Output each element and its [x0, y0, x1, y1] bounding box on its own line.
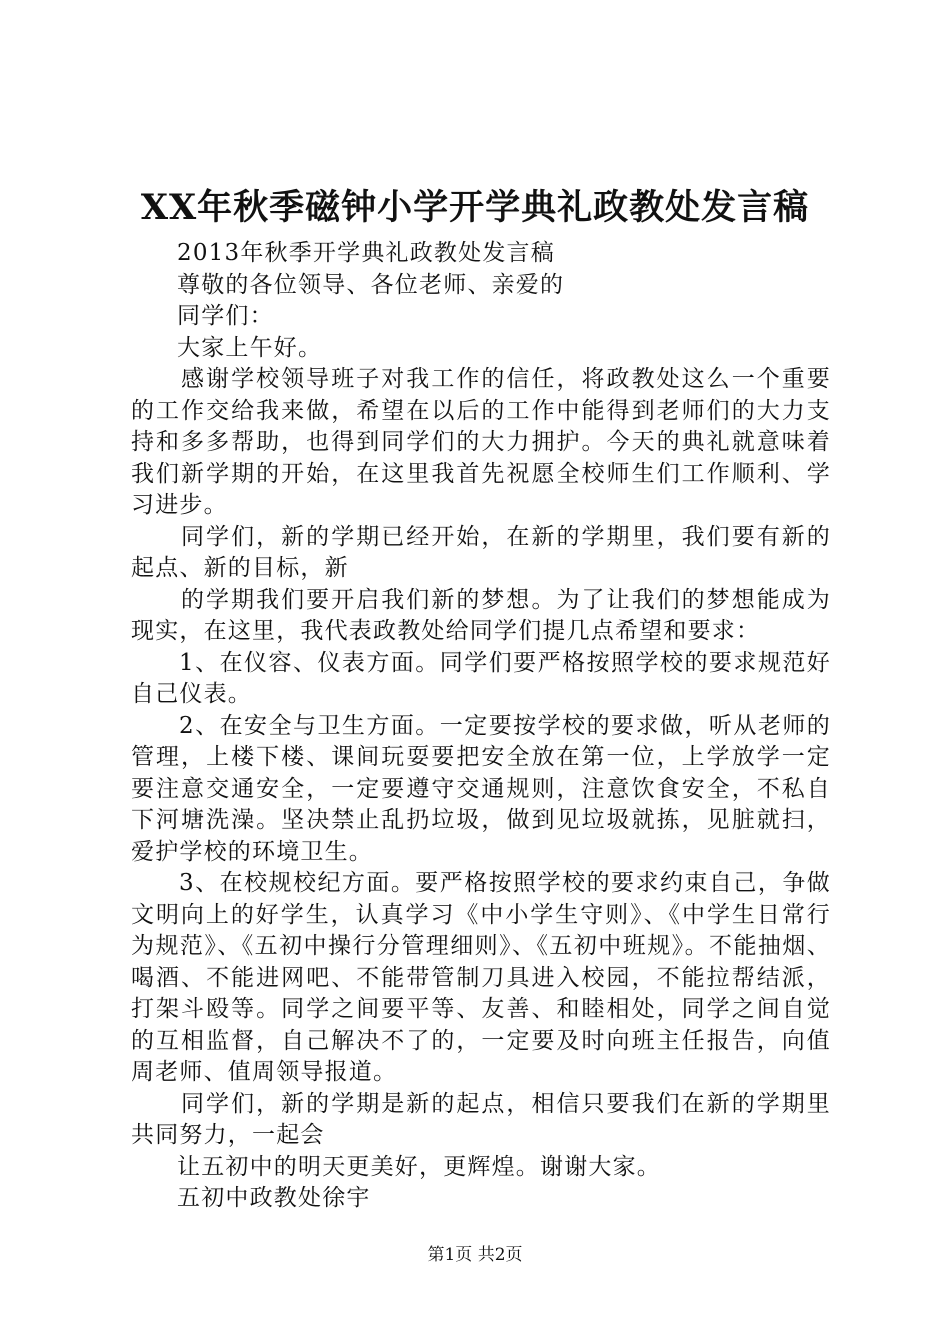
paragraph-closing-cont: 让五初中的明天更美好，更辉煌。谢谢大家。	[177, 1153, 661, 1180]
document-body	[131, 238, 831, 1215]
paragraph-item-3: 3、在校规校纪方面。要严格按照学校的要求约束自己，争做文明向上的好学生，认真学习《中小学生守则》、《中学生日常行为规范》、《五初中操行分管理细则》、《五初中班规》。不能抽烟、喝酒、不能进网吧、不能带管制刀具进入校园，不能拉帮结派，打架斗殴等。同学之间要平等、友善、和睦相处，同学之间自觉的互相监督，自己解决不了的，一定要及时向班主任报告，向值周老师、值周领导报道。	[131, 870, 831, 1085]
paragraph-signature: 五初中政教处徐宇	[177, 1185, 371, 1211]
paragraph-salutation: 尊敬的各位领导、各位老师、亲爱的	[177, 271, 565, 298]
paragraph-greeting: 大家上午好。	[177, 334, 323, 361]
paragraph-new-term-cont: 的学期我们要开启我们新的梦想。为了让我们的梦想能成为现实，在这里，我代表政教处给同学们提几点希望和要求：	[131, 586, 831, 644]
paragraph-closing: 同学们，新的学期是新的起点，相信只要我们在新的学期里共同努力，一起会	[131, 1090, 831, 1148]
paragraph-salutation-cont: 同学们：	[177, 303, 274, 329]
paragraph-item-2: 2、在安全与卫生方面。一定要按学校的要求做，听从老师的管理，上楼下楼、课间玩耍要把安全放在第一位，上学放学一定要注意交通安全，一定要遵守交通规则，注意饮食安全，不私自下河塘洗澡。坚决禁止乱扔垃圾，做到见垃圾就拣，见脏就扫，爱护学校的环境卫生。	[131, 712, 831, 865]
paragraph-subtitle: 2013年秋季开学典礼政教处发言稿	[177, 240, 555, 266]
paragraph-item-1: 1、在仪容、仪表方面。同学们要严格按照学校的要求规范好自己仪表。	[131, 649, 831, 707]
page-number: 第1页 共2页	[427, 1245, 523, 1265]
paragraph-thanks: 感谢学校领导班子对我工作的信任，将政教处这么一个重要的工作交给我来做，希望在以后的工作中能得到老师们的大力支持和多多帮助，也得到同学们的大力拥护。今天的典礼就意味着我们新学期的开始，在这里我首先祝愿全校师生们工作顺利、学习进步。	[131, 366, 831, 518]
document-title: XX年秋季磁钟小学开学典礼政教处发言稿	[140, 187, 810, 228]
paragraph-new-term: 同学们，新的学期已经开始，在新的学期里，我们要有新的起点、新的目标，新	[131, 523, 831, 581]
